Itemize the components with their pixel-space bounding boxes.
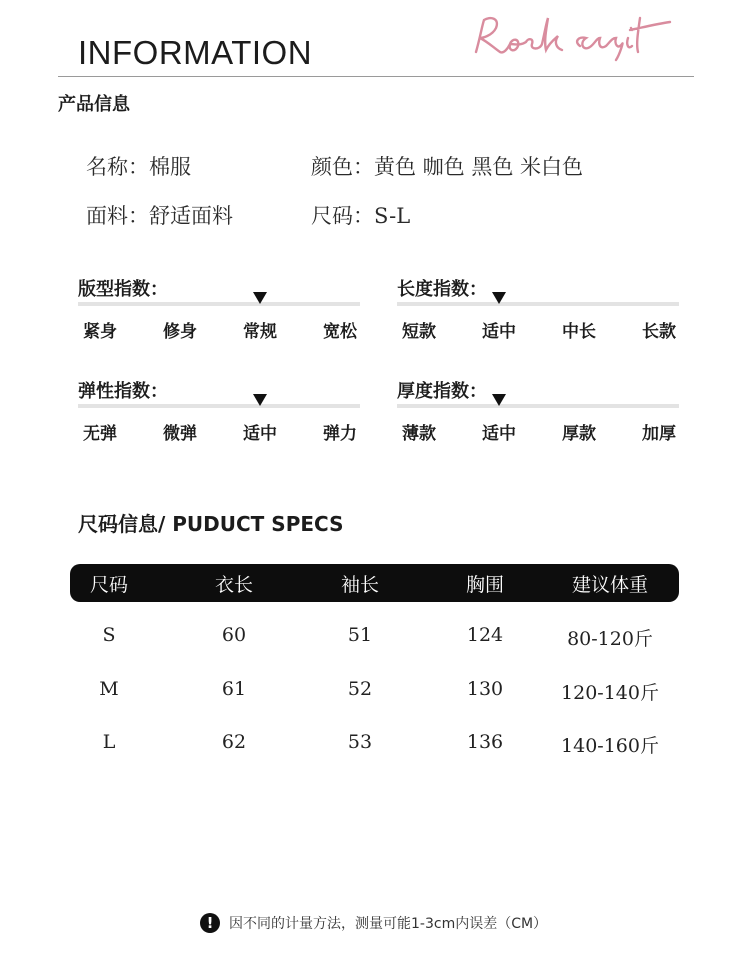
meter-track [78,302,360,306]
table-cell: 120-140斤 [561,682,659,704]
length-index-meter [397,275,679,345]
product-info-title: 产品信息 [58,94,130,115]
table-header-cell: 胸围 [465,574,504,596]
table-cell: 124 [466,624,504,646]
fit-index-meter [78,275,360,345]
meter-option: 长款 [642,322,676,342]
table-cell: 60 [221,624,247,646]
product-size-range: 尺码：S-L [311,204,411,228]
table-cell: 130 [466,678,504,700]
table-cell: S [102,624,116,646]
meter-option: 薄款 [402,424,436,444]
meter-option: 适中 [482,424,516,444]
table-header-cell: 建议体重 [571,574,648,596]
measurement-note [200,912,547,934]
product-colors: 颜色：黄色 咖色 黑色 米白色 [311,155,584,179]
thickness-index-meter [397,377,679,447]
table-cell: 140-160斤 [561,735,659,757]
brand-logo [470,8,675,66]
size-specs-title: 尺码信息/ PUDUCT SPECS [78,512,344,536]
meter-option: 适中 [243,424,277,444]
table-cell: 61 [221,678,247,700]
elasticity-index-meter [78,377,360,447]
meter-option: 短款 [402,322,436,342]
table-cell: 80-120斤 [567,628,653,650]
meter-option: 宽松 [323,322,357,342]
meter-label: 厚度指数： [397,381,487,402]
table-cell: 62 [221,731,247,753]
meter-marker-icon [253,292,267,304]
product-fabric: 面料：舒适面料 [86,204,233,228]
meter-label: 弹性指数： [78,381,168,402]
meter-marker-icon [492,292,506,304]
meter-track [397,404,679,408]
size-table-header [70,564,679,602]
table-cell: 136 [466,731,504,753]
meter-track [78,404,360,408]
meter-track [397,302,679,306]
meter-option: 无弹 [83,424,117,444]
meter-option: 微弹 [163,424,197,444]
meter-marker-icon [253,394,267,406]
table-cell: M [99,678,119,700]
table-cell: L [102,731,116,753]
page-title: INFORMATION [78,34,313,71]
table-header-cell: 袖长 [340,574,379,596]
meter-marker-icon [492,394,506,406]
table-header-cell: 衣长 [214,574,253,596]
exclamation-icon: ! [200,913,220,933]
meter-option: 厚款 [562,424,596,444]
meter-option: 常规 [243,322,277,342]
meter-option: 适中 [482,322,516,342]
meter-option: 中长 [562,322,596,342]
meter-option: 修身 [163,322,197,342]
table-cell: 51 [347,624,373,646]
meter-option: 弹力 [323,424,357,444]
header-divider [58,76,694,77]
meter-label: 长度指数： [397,279,487,300]
table-header-cell: 尺码 [89,574,128,596]
table-cell: 52 [347,678,373,700]
table-cell: 53 [347,731,373,753]
measurement-note-text: 因不同的计量方法，测量可能1-3cm内误差（CM） [229,916,548,932]
product-name: 名称：棉服 [86,155,191,179]
meter-option: 加厚 [642,424,676,444]
meter-option: 紧身 [83,322,117,342]
meter-label: 版型指数： [78,279,168,300]
